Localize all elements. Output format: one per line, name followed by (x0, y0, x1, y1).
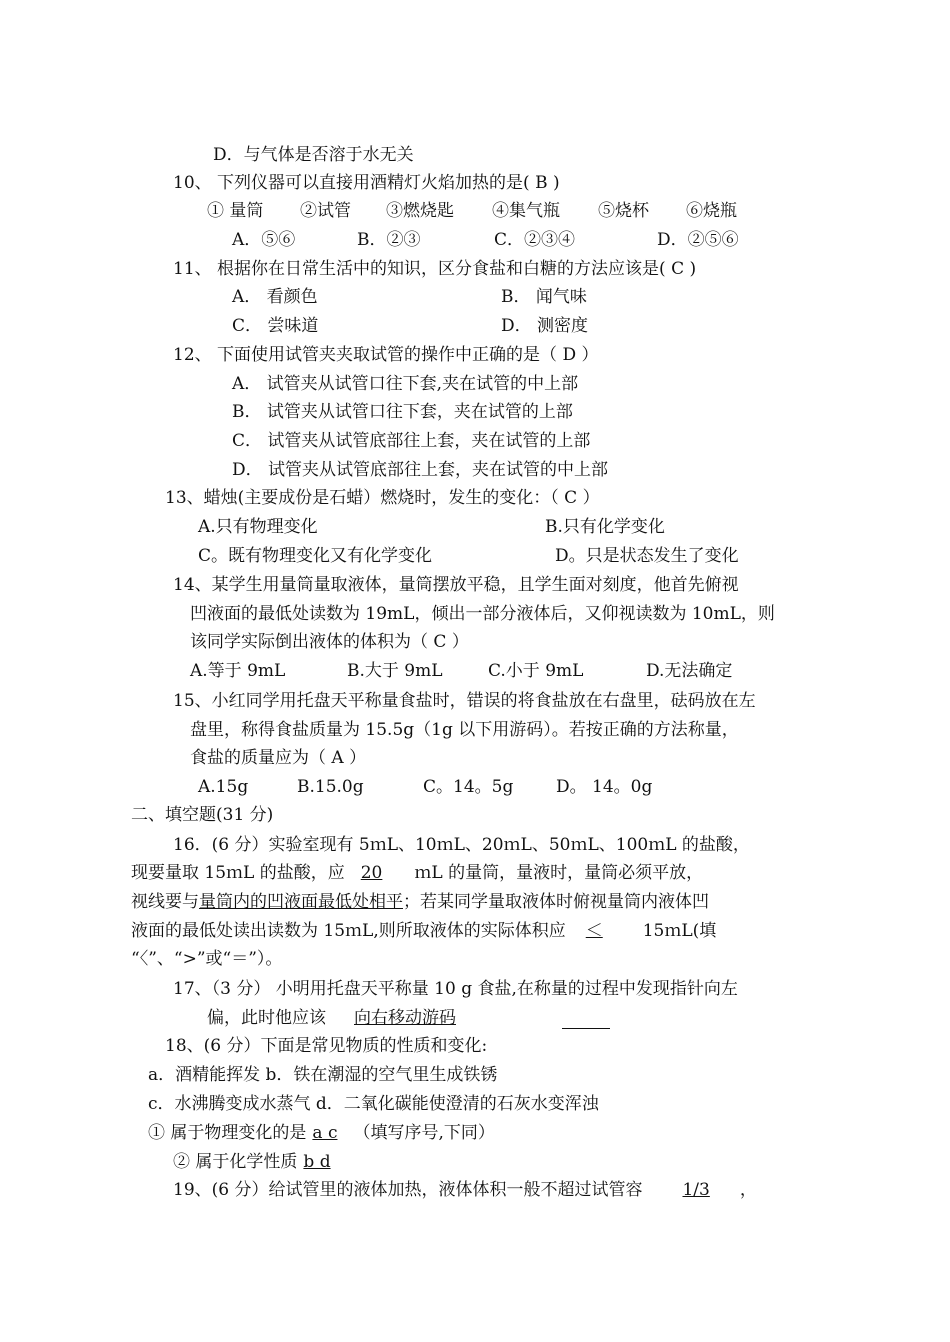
q11-option: D． 测密度 (501, 316, 589, 336)
q9-option-d: D．与气体是否溶于水无关 (213, 145, 414, 165)
q18-text: （填写序号,下同） (353, 1123, 495, 1143)
q15-option: D。 14。0g (556, 777, 653, 797)
q16-line (131, 920, 716, 942)
q10-option: A．⑤⑥ (232, 230, 296, 250)
q10-item: ⑤烧杯 (598, 201, 649, 221)
q13-stem: 13、蜡烛(主要成份是石蜡）燃烧时，发生的变化：（ C ） (165, 488, 600, 508)
q18-stem: 18、(6 分）下面是常见物质的性质和变化: (165, 1036, 488, 1056)
section-heading: 二、填空题(31 分) (131, 805, 274, 825)
q17-line (207, 1007, 610, 1029)
q13-option: B.只有化学变化 (545, 517, 665, 537)
q16-answer-compare: ＜ (585, 921, 603, 941)
q15-option: B.15.0g (297, 777, 364, 797)
q11-option: C． 尝味道 (232, 316, 319, 336)
q15-option: C。14。5g (423, 777, 514, 797)
q10-item: ④集气瓶 (492, 201, 560, 221)
q19-line (173, 1179, 757, 1201)
q15-line: 15、小红同学用托盘天平称量食盐时，错误的将食盐放在右盘里，砝码放在左 (173, 691, 756, 711)
q16-text: 液面的最低处读出读数为 15ｍL,则所取液体的实际体积应 (131, 921, 566, 941)
q18-text: ② 属于化学性质 (173, 1152, 298, 1172)
q10-option: D．②⑤⑥ (657, 230, 739, 250)
q12-option: B． 试管夹从试管口往下套，夹在试管的上部 (232, 402, 573, 422)
q18-part (173, 1151, 353, 1173)
q15-option: A.15g (198, 777, 249, 797)
q11-stem: 11、 根据你在日常生活中的知识，区分食盐和白糖的方法应该是( C ) (173, 259, 697, 279)
q10-item: ③燃烧匙 (386, 201, 454, 221)
q19-answer: 1/3 (682, 1180, 710, 1200)
q12-option: C． 试管夹从试管底部往上套，夹在试管的上部 (232, 431, 591, 451)
q15-line: 盘里，称得食盐质量为 15.5g（1g 以下用游码）。若按正确的方法称量， (190, 720, 739, 740)
q16-text: 视线要与 (131, 892, 199, 912)
q10-option: B．②③ (357, 230, 421, 250)
q11-option: A． 看颜色 (232, 287, 318, 307)
q17-answer: 向右移动游码 (354, 1008, 456, 1028)
q12-option: D． 试管夹从试管底部往上套，夹在试管的中上部 (232, 460, 609, 480)
q14-line: 14、某学生用量筒量取液体，量筒摆放平稳，且学生面对刻度，他首先俯视 (173, 575, 739, 595)
q13-option: C。既有物理变化又有化学变化 (198, 546, 433, 566)
q18-text: ① 属于物理变化的是 (148, 1123, 307, 1143)
q16-text: 现要量取 15ｍL 的盐酸，应 (131, 863, 345, 883)
q10-option: C．②③④ (494, 230, 576, 250)
q17-line: 17、（3 分） 小明用托盘天平称量 10 g 食盐,在称量的过程中发现指针向左 (173, 979, 738, 999)
q18-row: a．酒精能挥发 b．铁在潮湿的空气里生成铁锈 (148, 1065, 498, 1085)
q10-item: ⑥烧瓶 (686, 201, 737, 221)
q14-option: B.大于 9mL (347, 661, 443, 681)
q18-answer-chemical: b d (303, 1152, 331, 1172)
q15-line: 食盐的质量应为（ A ） (190, 748, 367, 768)
q13-option: D。只是状态发生了变化 (555, 546, 739, 566)
q16-answer-volume: 20 (360, 863, 383, 883)
q12-stem: 12、 下面使用试管夹夹取试管的操作中正确的是（ D ） (173, 345, 599, 365)
q14-option: D.无法确定 (646, 661, 733, 681)
q10-stem: 10、 下列仪器可以直接用酒精灯火焰加热的是( B ) (173, 173, 560, 193)
q12-option: A． 试管夹从试管口往下套,夹在试管的中上部 (232, 374, 579, 394)
q16-line: “〈”、“>”或“＝”）。 (131, 949, 283, 969)
q16-text: 15ｍL(填 (642, 921, 717, 941)
q18-answer-physical: a c (312, 1123, 338, 1143)
q11-option: B． 闻气味 (501, 287, 587, 307)
q13-option: A.只有物理变化 (198, 517, 318, 537)
q18-part (148, 1122, 495, 1144)
q16-text: ｍL 的量筒，量液时，量筒必须平放， (414, 863, 704, 883)
q16-line (131, 862, 703, 884)
q19-text: 19、(6 分）给试管里的液体加热，液体体积一般不超过试管容 (173, 1180, 643, 1200)
q10-item: ① 量筒 (207, 201, 264, 221)
q19-text: ， (739, 1180, 757, 1200)
q18-row: c．水沸腾变成水蒸气 d．二氧化碳能使澄清的石灰水变浑浊 (148, 1094, 599, 1114)
q16-line (131, 891, 709, 913)
q14-line: 凹液面的最低处读数为 19mL，倾出一部分液体后，又仰视读数为 10mL，则 (190, 604, 775, 624)
q14-option: C.小于 9mL (488, 661, 584, 681)
q14-line: 该同学实际倒出液体的体积为（ C ） (190, 632, 469, 652)
q16-text: ；若某同学量取液体时俯视量筒内液体凹 (403, 892, 709, 912)
q10-item: ②试管 (300, 201, 351, 221)
q16-line: 16．(6 分）实验室现有 5ｍL、10ｍL、20ｍL、50ｍL、100ｍL 的盐酸， (173, 835, 750, 855)
q16-answer-sightline: 量筒内的凹液面最低处相平 (199, 892, 403, 912)
q14-option: A.等于 9mL (190, 661, 286, 681)
q17-text: 偏，此时他应该 (207, 1008, 326, 1028)
q17-blank (562, 1010, 610, 1029)
